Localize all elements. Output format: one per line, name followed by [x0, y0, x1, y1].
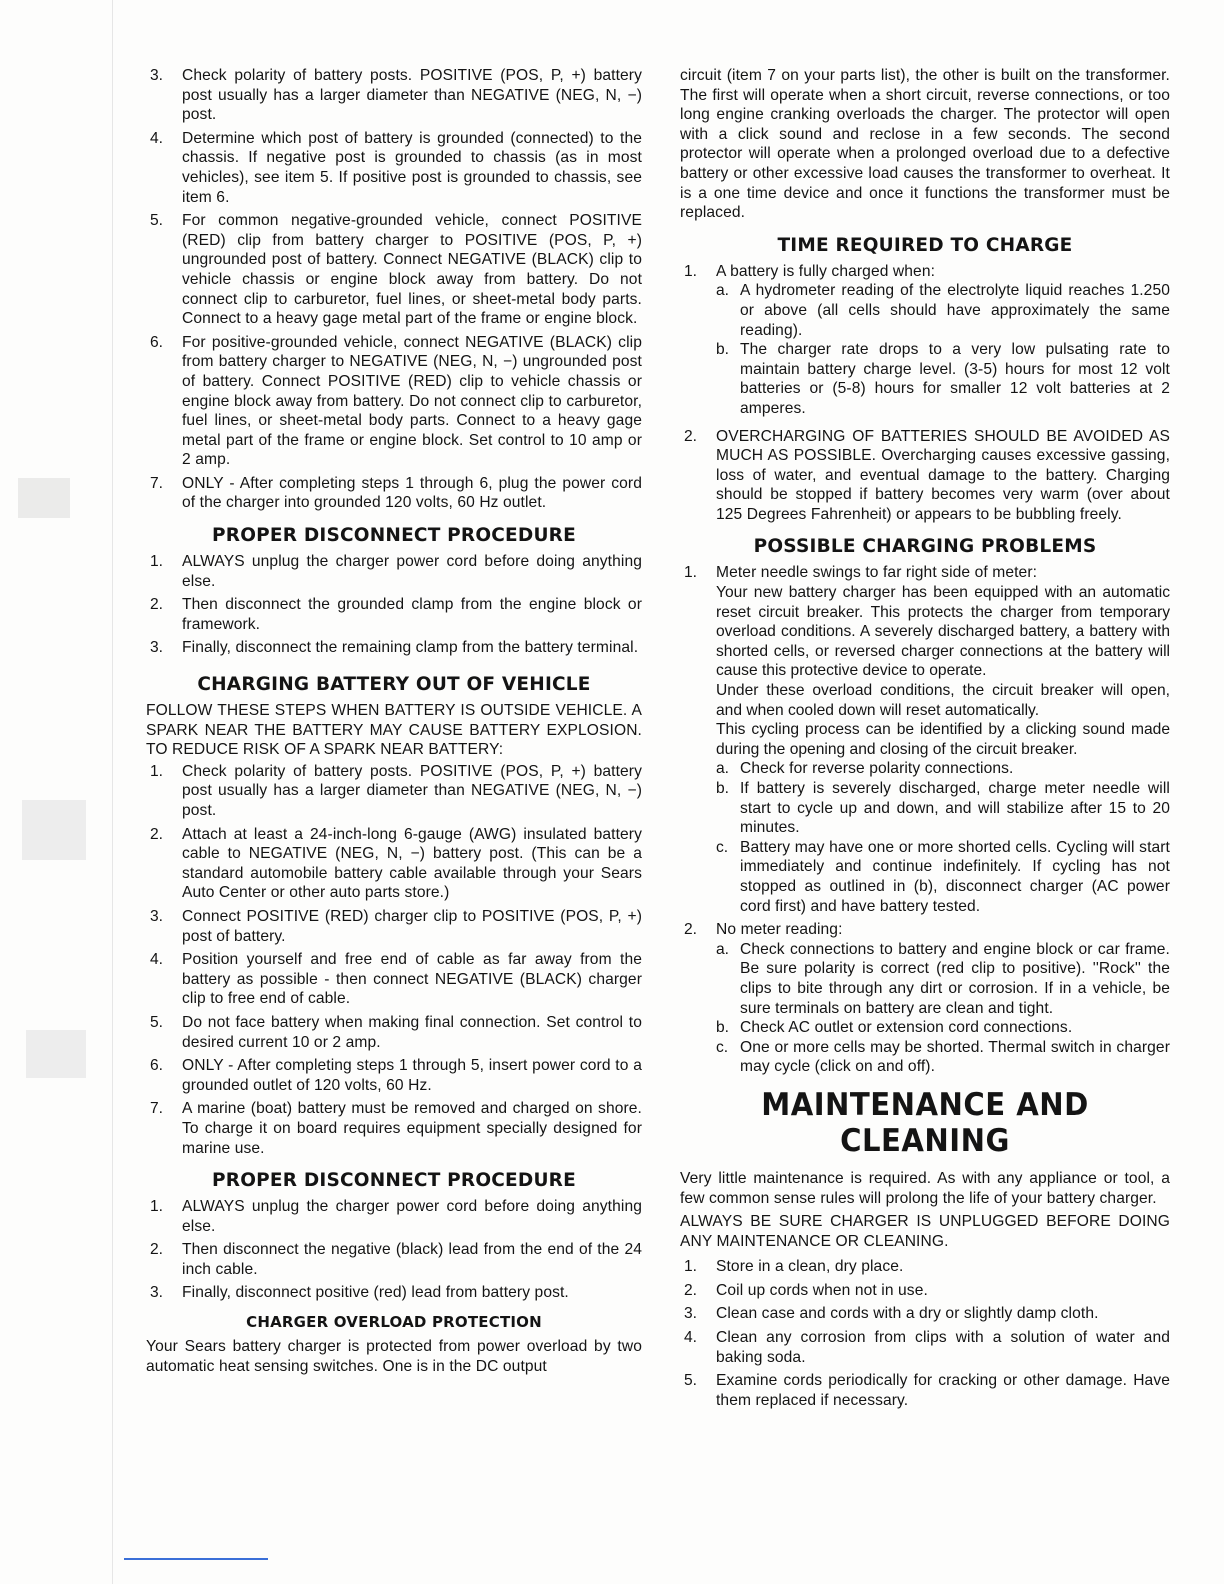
sub-letter: b. [716, 780, 730, 797]
list-item [146, 129, 642, 207]
section-heading-time: TIME REQUIRED TO CHARGE [777, 234, 1073, 256]
section-heading-disconnect-2: PROPER DISCONNECT PROCEDURE [212, 1170, 576, 1192]
scan-noise [22, 800, 86, 860]
problem-steps [680, 563, 1170, 1076]
item-text: Examine cords periodically for cracking or other damage. Have them replaced if necessary. [716, 1372, 1170, 1409]
sub-text: Check for reverse polarity connections. [740, 760, 1014, 778]
section-heading-maintenance: MAINTENANCE AND CLEANING [761, 1086, 1089, 1159]
sub-text: The charger rate drops to a very low pulsating rate to maintain battery charge level. (3-5) hours for most 12 volt batteries or (5-8) hours for smaller 12 volt batteries at 2 amperes. [740, 341, 1170, 417]
sub-text: Battery may have one or more shorted cells. Cycling will start immediately and continue indefinitely. If cycling has not stopped as outlined in (b), disconnect charger (AC power cord first) and have battery tested. [740, 838, 1170, 915]
hookup-steps [146, 66, 642, 513]
sub-text: Check connections to battery and engine block or car frame. Be sure polarity is correct (red clip to positive). ''Rock'' the clips to bite through any dirt or corrosion. If in a vehicle, be sure terminals on battery are clean and tight. [740, 940, 1170, 1017]
list-item [680, 262, 1170, 419]
list-item [146, 333, 642, 470]
list-item [680, 1257, 1170, 1277]
item-number: 3. [150, 67, 164, 84]
sub-item [716, 779, 1170, 838]
item-text: ALWAYS unplug the charger power cord before doing anything else. [182, 1198, 642, 1235]
item-number: 1. [684, 1258, 698, 1276]
sub-letter: a. [716, 760, 730, 778]
item-text: Check polarity of battery posts. POSITIVE (POS, P, +) battery post usually has a larger diameter than NEGATIVE (NEG, N, −) post. [182, 67, 642, 124]
item-number: 1. [150, 1198, 164, 1216]
item-text: Then disconnect the negative (black) lead from the end of the 24 inch cable. [182, 1241, 642, 1278]
problem-paragraph: Your new battery charger has been equipped with an automatic reset circuit breaker. This protects the charger from temporary overload conditions. A severely discharged battery, a battery with shorted cells, or reversed charger connections at the battery will cause this protective device to operate. [716, 584, 1170, 680]
sub-letter: b. [716, 341, 730, 359]
item-number: 4. [150, 951, 164, 969]
item-number: 3. [684, 1305, 698, 1323]
list-item [146, 638, 642, 658]
item-text: A marine (boat) battery must be removed and charged on shore. To charge it on board requires equipment specially designed for marine use. [182, 1100, 642, 1157]
list-item [146, 1056, 642, 1095]
item-text: Clean any corrosion from clips with a solution of water and baking soda. [716, 1329, 1170, 1366]
disconnect-steps [146, 552, 642, 658]
time-steps [680, 262, 1170, 525]
item-text: Coil up cords when not in use. [716, 1281, 928, 1299]
item-title: No meter reading: [716, 921, 843, 939]
item-number: 2. [150, 1241, 164, 1259]
section-heading-disconnect: PROPER DISCONNECT PROCEDURE [212, 525, 576, 547]
list-item [146, 552, 642, 591]
sub-text: Check AC outlet or extension cord connections. [740, 1019, 1073, 1037]
item-title: Meter needle swings to far right side of meter: [716, 564, 1038, 582]
item-text: Finally, disconnect the remaining clamp from the battery terminal. [182, 639, 639, 657]
item-number: 2. [150, 825, 164, 843]
maintenance-intro: Very little maintenance is required. As with any appliance or tool, a few common sense rules will prolong the life of your battery charger. [680, 1169, 1170, 1207]
out-of-vehicle-intro: FOLLOW THESE STEPS WHEN BATTERY IS OUTSIDE VEHICLE. A SPARK NEAR THE BATTERY MAY CAUSE BATTERY EXPLOSION. TO REDUCE RISK OF A SPARK NEAR BATTERY: [146, 702, 642, 759]
item-number: 1. [684, 262, 698, 280]
list-item [680, 920, 1170, 1077]
list-item [146, 474, 642, 513]
sub-item [716, 340, 1170, 418]
list-item [146, 907, 642, 946]
section-heading-out-of-vehicle: CHARGING BATTERY OUT OF VEHICLE [197, 674, 591, 696]
item-text: For common negative-grounded vehicle, connect POSITIVE (RED) clip from battery charger to POSITIVE (POS, P, +) ungrounded post of battery. Connect NEGATIVE (BLACK) clip to vehicle chassis or engine block away from battery. Do not connect clip to carburetor, fuel lines, or sheet-metal body parts. Connect to a heavy gage metal part of the frame or engine block. [182, 212, 642, 328]
scan-noise [18, 478, 70, 518]
sub-text: If battery is severely discharged, charge meter needle will start to cycle up and down, and will stabilize after 15 to 20 minutes. [740, 780, 1170, 837]
sub-letter: c. [716, 838, 729, 856]
list-item [680, 1281, 1170, 1301]
item-text: For positive-grounded vehicle, connect NEGATIVE (BLACK) clip from battery charger to NEGATIVE (NEG, N, −) ungrounded post of battery. Connect POSITIVE (RED) clip to vehicle chassis or engine block away from battery. Do not connect clip to carburetor, fuel lines, or sheet-metal body parts. Connect to a heavy gage metal part of the frame or engine block. Set control to 10 amp or 2 amp. [182, 333, 642, 469]
item-number: 3. [150, 639, 164, 657]
scan-noise [26, 1030, 86, 1078]
item-number: 3. [150, 1284, 164, 1302]
item-text: OVERCHARGING OF BATTERIES SHOULD BE AVOIDED AS MUCH AS POSSIBLE. Overcharging causes excessive gassing, loss of water, and eventual damage to the battery. Charging should be stopped if battery becomes very warm (over about 125 Degrees Fahrenheit) or appears to be bubbling freely. [716, 427, 1170, 523]
list-item [146, 595, 642, 634]
item-number: 2. [150, 596, 164, 614]
item-text: Do not face battery when making final connection. Set control to desired current 10 or 2 amp. [182, 1013, 642, 1051]
list-item [146, 1013, 642, 1052]
item-number: 2. [684, 1281, 698, 1299]
out-of-vehicle-steps [146, 762, 642, 1158]
item-number: 2. [684, 921, 698, 939]
list-item [146, 825, 642, 903]
list-item [146, 1283, 642, 1303]
item-number: 3. [150, 907, 164, 925]
item-number: 4. [150, 129, 164, 147]
list-item [680, 1304, 1170, 1324]
item-text: Determine which post of battery is grounded (connected) to the chassis. If negative post is grounded to chassis (as in most vehicles), see item 5. If positive post is grounded to chassis, see item 6. [182, 129, 642, 206]
item-number: 4. [684, 1329, 698, 1347]
left-column [146, 66, 642, 1378]
problem-paragraph: This cycling process can be identified by a clicking sound made during the opening and closing of the circuit breaker. [716, 721, 1170, 758]
sub-item [716, 1038, 1170, 1077]
item-text: Connect POSITIVE (RED) charger clip to POSITIVE (POS, P, +) post of battery. [182, 907, 642, 945]
item-number: 1. [684, 564, 698, 582]
sub-text: One or more cells may be shorted. Thermal switch in charger may cycle (click on and off). [740, 1038, 1170, 1076]
maintenance-steps [680, 1257, 1170, 1410]
item-number: 6. [150, 1057, 164, 1075]
list-item [680, 427, 1170, 525]
maintenance-warning: ALWAYS BE SURE CHARGER IS UNPLUGGED BEFORE DOING ANY MAINTENANCE OR CLEANING. [680, 1213, 1170, 1250]
section-heading-overload: CHARGER OVERLOAD PROTECTION [246, 1313, 542, 1332]
item-number: 7. [150, 474, 164, 492]
item-number: 5. [150, 1013, 164, 1031]
section-heading-problems: POSSIBLE CHARGING PROBLEMS [753, 536, 1097, 558]
list-item [680, 1328, 1170, 1367]
sub-item [716, 940, 1170, 1018]
item-text: Check polarity of battery posts. POSITIVE (POS, P, +) battery post usually has a larger diameter than NEGATIVE (NEG, N, −) post. [182, 762, 642, 819]
scan-edge [112, 0, 113, 1584]
sub-item [716, 838, 1170, 916]
item-number: 2. [684, 427, 698, 445]
item-text: ALWAYS unplug the charger power cord before doing anything else. [182, 553, 642, 590]
sub-letter: b. [716, 1019, 730, 1037]
sub-item [716, 1018, 1170, 1038]
overload-paragraph-start: Your Sears battery charger is protected from power overload by two automatic heat sensing switches. One is in the DC output [146, 1338, 642, 1375]
item-number: 5. [684, 1372, 698, 1390]
item-text: A battery is fully charged when: [716, 262, 936, 280]
list-item [680, 1371, 1170, 1410]
list-item [146, 1099, 642, 1158]
item-text: Attach at least a 24-inch-long 6-gauge (AWG) insulated battery cable to NEGATIVE (NEG, N, −) battery post. (This can be a standard automobile battery cable available through your Sears Auto Center or other auto parts store.) [182, 825, 642, 902]
list-item [146, 1197, 642, 1236]
item-text: Position yourself and free end of cable as far away from the battery as possible - then connect NEGATIVE (BLACK) charger clip to free end of cable. [182, 951, 642, 1008]
item-number: 7. [150, 1100, 164, 1118]
problem-paragraph: Under these overload conditions, the circuit breaker will open, and when cooled down will reset automatically. [716, 682, 1170, 719]
list-item [146, 762, 642, 821]
sub-item [716, 759, 1170, 779]
sub-item [716, 281, 1170, 340]
list-item [146, 950, 642, 1009]
list-item [146, 66, 642, 125]
list-item [146, 211, 642, 329]
sub-text: A hydrometer reading of the electrolyte liquid reaches 1.250 or above (all cells should have approximately the same reading). [740, 282, 1170, 339]
item-number: 1. [150, 553, 164, 571]
item-text: ONLY - After completing steps 1 through 5, insert power cord to a grounded outlet of 120 volts, 60 Hz. [182, 1057, 642, 1094]
sub-letter: a. [716, 282, 730, 300]
item-number: 1. [150, 762, 164, 780]
sub-letter: c. [716, 1038, 729, 1056]
list-item [146, 1240, 642, 1279]
item-text: Finally, disconnect positive (red) lead from battery post. [182, 1284, 569, 1302]
item-number: 5. [150, 212, 164, 230]
list-item [680, 563, 1170, 916]
item-text: ONLY - After completing steps 1 through 6, plug the power cord of the charger into grounded 120 volts, 60 Hz outlet. [182, 474, 642, 512]
disconnect-steps-2 [146, 1197, 642, 1303]
sub-letter: a. [716, 940, 730, 958]
item-text: Clean case and cords with a dry or slightly damp cloth. [716, 1305, 1099, 1323]
scan-footer-line [124, 1558, 268, 1560]
overload-paragraph-continued: circuit (item 7 on your parts list), the other is built on the transformer. The first will operate when a short circuit, reverse connections, or too long engine cranking overloads the charger. The protector will open with a click sound and reclose in a few seconds. The second protector will operate when a prolonged overload due to a defective battery or other excessive load causes the transformer to overheat. It is a one time device and once it functions the transformer must be replaced. [680, 67, 1170, 222]
item-text: Then disconnect the grounded clamp from the engine block or framework. [182, 596, 642, 633]
right-column [680, 66, 1170, 1414]
item-text: Store in a clean, dry place. [716, 1258, 904, 1276]
item-number: 6. [150, 333, 164, 351]
